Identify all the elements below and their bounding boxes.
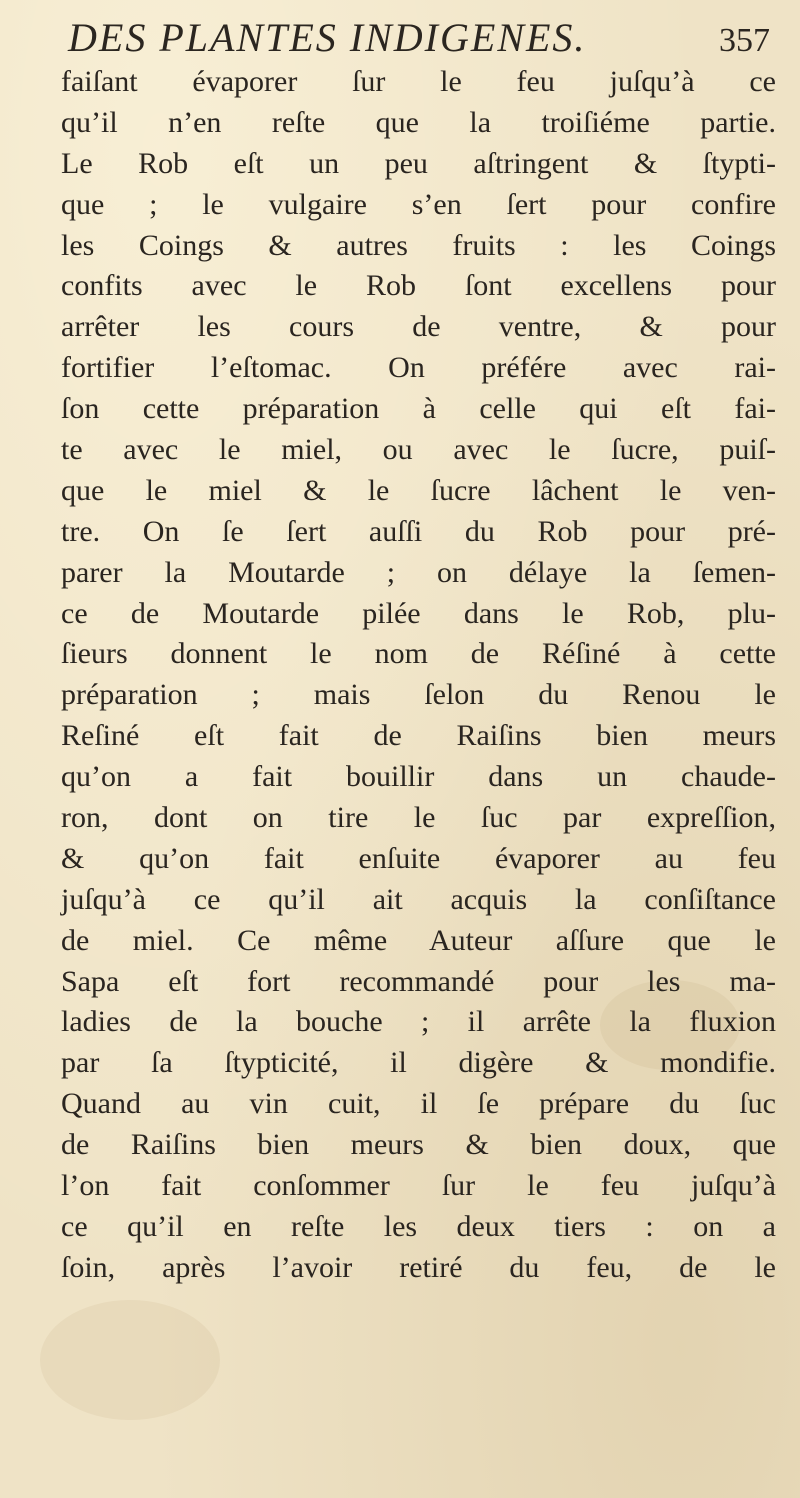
text-line: juſqu’à ce qu’il ait acquis la conſiſtance <box>61 882 776 916</box>
text-line: Le Rob eſt un peu aſtringent & ſtypti- <box>61 146 776 180</box>
running-title: DES PLANTES INDIGENES. <box>68 15 587 60</box>
text-line: qu’il n’en reſte que la troiſiéme partie. <box>61 105 776 139</box>
text-line: ſoin, après l’avoir retiré du feu, de le <box>61 1250 776 1284</box>
text-line: ladies de la bouche ; il arrête la fluxion <box>61 1005 776 1039</box>
text-line: ſieurs donnent le nom de Réſiné à cette <box>61 637 776 671</box>
text-line: Quand au vin cuit, il ſe prépare du ſuc <box>61 1087 776 1121</box>
text-line: que le miel & le ſucre lâchent le ven- <box>61 473 776 507</box>
text-line: confits avec le Rob ſont excellens pour <box>61 269 776 303</box>
text-line: tre. On ſe ſert auſſi du Rob pour pré- <box>61 514 776 548</box>
page-number: 357 <box>719 22 770 59</box>
text-line: arrêter les cours de ventre, & pour <box>61 310 776 344</box>
text-line: de Raiſins bien meurs & bien doux, que <box>61 1128 776 1162</box>
text-line: ce qu’il en reſte les deux tiers : on a <box>61 1209 776 1243</box>
text-line: ſon cette préparation à celle qui eſt fai- <box>61 392 776 426</box>
text-line: par ſa ſtypticité, il digère & mondifie. <box>61 1046 776 1080</box>
text-line: Sapa eſt fort recommandé pour les ma- <box>61 964 776 998</box>
text-line: préparation ; mais ſelon du Renou le <box>61 678 776 712</box>
text-line: parer la Moutarde ; on délaye la ſemen- <box>61 555 776 589</box>
text-line: Reſiné eſt fait de Raiſins bien meurs <box>61 719 776 753</box>
text-line: ron, dont on tire le ſuc par expreſſion, <box>61 801 776 835</box>
text-line: qu’on a fait bouillir dans un chaude- <box>61 760 776 794</box>
text-line: que ; le vulgaire s’en ſert pour confire <box>61 187 776 221</box>
text-line: les Coings & autres fruits : les Coings <box>61 228 776 262</box>
text-line: l’on fait conſommer ſur le feu juſqu’à <box>61 1169 776 1203</box>
text-line: fortifier l’eſtomac. On préfére avec rai- <box>61 351 776 385</box>
paper-stain <box>40 1300 220 1420</box>
text-line: te avec le miel, ou avec le ſucre, puiſ- <box>61 433 776 467</box>
text-line: & qu’on fait enſuite évaporer au feu <box>61 841 776 875</box>
text-line: faiſant évaporer ſur le feu juſqu’à ce <box>61 65 776 98</box>
body-text <box>61 62 776 1289</box>
text-line: de miel. Ce même Auteur aſſure que le <box>61 923 776 957</box>
text-line: ce de Moutarde pilée dans le Rob, plu- <box>61 596 776 630</box>
